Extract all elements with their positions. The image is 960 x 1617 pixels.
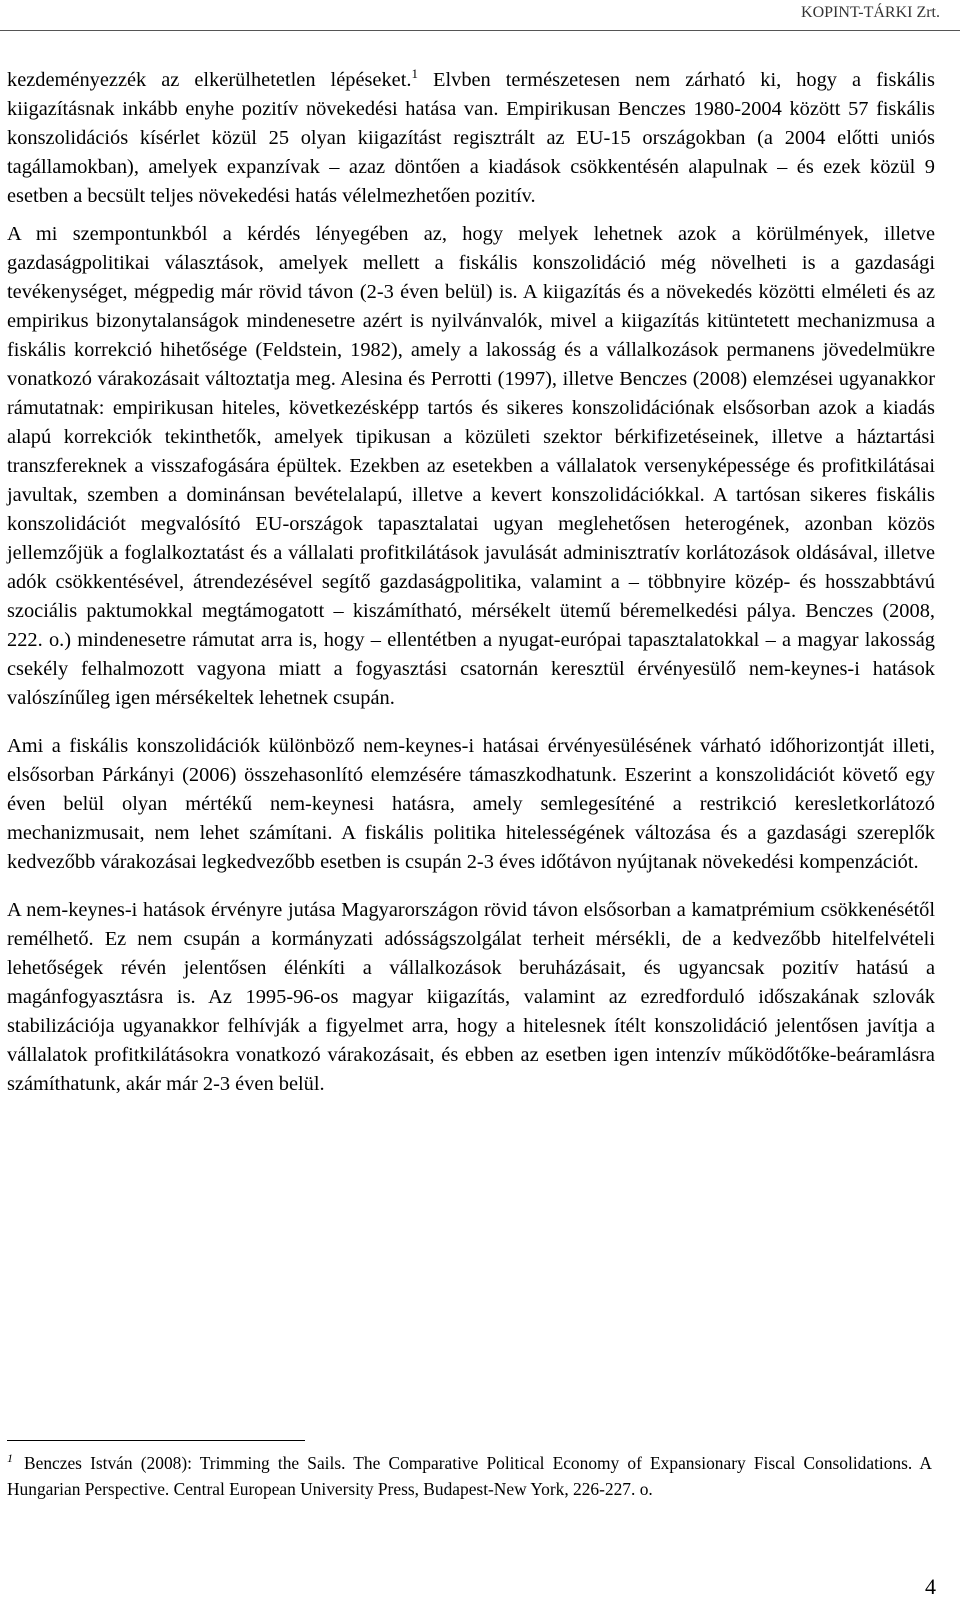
paragraph-1 bbox=[7, 66, 935, 211]
footnote-ref-1[interactable]: 1 bbox=[411, 66, 418, 82]
header-rule bbox=[0, 30, 960, 31]
footnote-separator bbox=[7, 1440, 305, 1441]
paragraph-4: A nem-keynes-i hatások érvényre jutása Magyarországon rövid távon elsősorban a kamatprémium csökkenésétől remélhető. Ez nem csupán a kormányzati adósságszolgálat terheit mérsékli, de a kedvezőbb hitelfelvételi lehetőségek révén jelentősen élénkíti a vállalkozások beruházásait, és ugyancsak pozitív hatású a magánfogyasztásra is. Az 1995-96-os magyar kiigazítás, valamint az ezredforduló időszakának szlovák stabilizációja ugyanakkor felhívják a figyelmet arra, hogy a hitelesnek ítélt konszolidáció jelentősen javítja a vállalatok profitkilátásokra vonatkozó várakozásait, és ebben az esetben igen intenzív működőtőke-beáramlásra számíthatunk, akár már 2-3 éven belül. bbox=[7, 899, 935, 1095]
paragraph-2: A mi szempontunkból a kérdés lényegében az, hogy melyek lehetnek azok a körülmények, illetve gazdaságpolitikai választások, amelyek mellett a fiskális konszolidáció még növelheti is a gazdasági tevékenységet, mégpedig már rövid távon (2-3 éven belül) is. A kiigazítás és a növekedés közötti elméleti és az empirikus bizonytalanságok mindenesetre azért is nyilvánvalók, mivel a kiigazítás kitüntetett mechanizmusa a fiskális korrekció hihetősége (Feldstein, 1982), amely a lakosság és a vállalkozások permanens jövedelmükre vonatkozó várakozásait változtatja meg. Alesina és Perrotti (1997), illetve Benczes (2008) elemzései ugyanakkor rámutatnak: empirikusan hiteles, következésképp tartós és sikeres konszolidációnak elsősorban azok a kiadás alapú korrekciók tekinthetők, amelyek tipikusan a közületi szektor bérkifizetéseinek, illetve a háztartási transzfereknek a visszafogására épültek. Ezekben az esetekben a vállalatok versenyképessége és profitkilátásai javultak, szemben a dominánsan bevételalapú, illetve a kevert konszolidációkkal. A tartósan sikeres fiskális konszolidációt megvalósító EU-országok tapasztalatai ugyan meglehetősen heterogének, azonban közös jellemzőjük a foglalkoztatást és a vállalati profitkilátások javulását adminisztratív korlátozások oldásával, illetve adók csökkentésével, átrendezésével segítő gazdaságpolitika, valamint a – többnyire közép- és hosszabbtávú szociális paktumokkal megtámogatott – kiszámítható, mérsékelt ütemű béremelkedési pálya. Benczes (2008, 222. o.) mindenesetre rámutat arra is, hogy – ellentétben a nyugat-európai tapasztalatokkal – a magyar lakosság csekély felhalmozott vagyona miatt a fogyasztási csatornán keresztül érvényesülő nem-keynes-i hatások valószínűleg igen mérsékeltek lehetnek csupán. bbox=[7, 223, 935, 709]
paragraph-3: Ami a fiskális konszolidációk különböző nem-keynes-i hatásai érvényesülésének várható időhorizontját illeti, elsősorban Párkányi (2006) összehasonlító elemzésére támaszkodhatunk. Eszerint a konszolidációt követő egy éven belül olyan mértékű nem-keynesi hatásra, amely semlegesíténé a restrikció keresletkorlátozó mechanizmusait, nem lehet számítani. A fiskális politika hitelességének változása és a gazdasági szereplők kedvezőbb várakozásai legkedvezőbb esetben is csupán 2-3 éves időtávon nyújtanak növekedési kompenzációt. bbox=[7, 735, 935, 873]
running-header: KOPINT-TÁRKI Zrt. bbox=[801, 4, 940, 21]
document-body bbox=[7, 66, 935, 1118]
paragraph-1-rest: Elvben természetesen nem zárható ki, hogy a fiskális kiigazításnak inkább enyhe pozitív növekedési hatása van. Empirikusan Benczes 1980-2004 között 57 fiskális konszolidációs kísérlet közül 25 olyan kiigazítást regisztrált az EU-15 országokban (a 2004 előtti uniós tagállamokban), amelyek expanzívak – azaz döntően a kiadások csökkentésén alapulnak – és ezek közül 9 esetben a becsült teljes növekedési hatás vélelmezhetően pozitív. bbox=[7, 69, 935, 207]
footnote-text: Benczes István (2008): Trimming the Sails. The Comparative Political Economy of Expansionary Fiscal Consolidations. A Hungarian Perspective. Central European University Press, Budapest-New York, 226-227. o. bbox=[7, 1453, 932, 1499]
page-number: 4 bbox=[925, 1574, 936, 1599]
footnote: $^1$ Benczes István (2008): Trimming the Sails. The Comparative Political Economy of Expansionary Fiscal Consolidations. A Hungarian Perspective. Central European University Press, Budapest-New York, 226-227. o. bbox=[7, 1451, 932, 1499]
paragraph-1-lead: kezdeményezzék az elkerülhetetlen lépéseket. bbox=[7, 69, 412, 91]
